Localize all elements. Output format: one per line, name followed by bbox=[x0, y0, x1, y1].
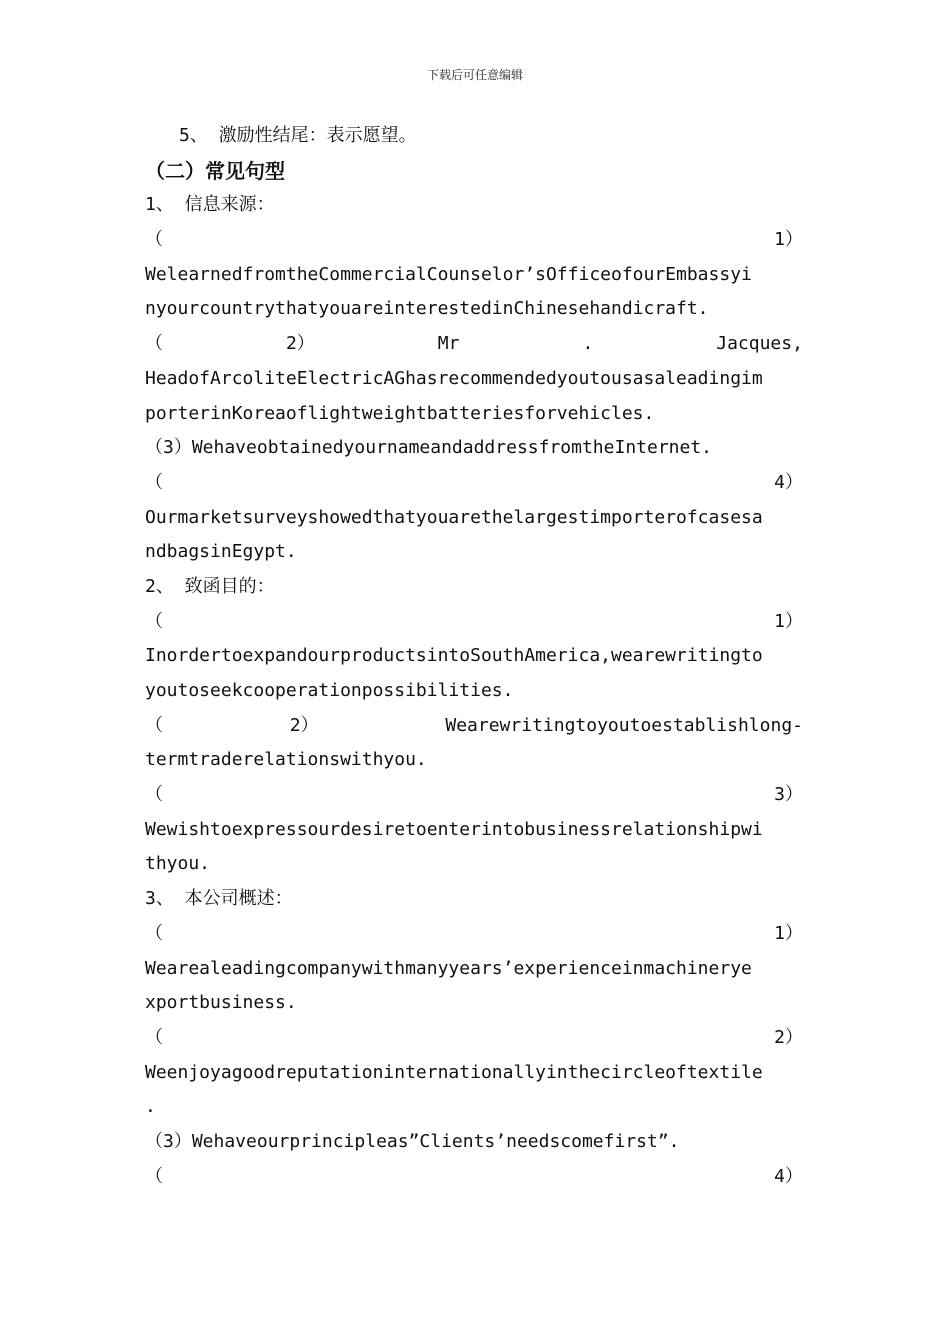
document-body bbox=[145, 119, 803, 1194]
text-line: xportbusiness. bbox=[145, 992, 297, 1014]
line-fragment: 4） bbox=[774, 471, 803, 493]
text-line: 1、 信息来源： bbox=[145, 194, 275, 216]
text-line: porterinKoreaoflightweightbatteriesforvehicles. bbox=[145, 402, 655, 424]
text-line-spread bbox=[145, 917, 803, 952]
text-line: 3、 本公司概述： bbox=[145, 888, 293, 910]
text-line: nyourcountrythatyouareinterestedinChinesehandicraft. bbox=[145, 298, 709, 320]
text-line: HeadofArcoliteElectricAGhasrecommendedyoutousasaleadingim bbox=[145, 367, 763, 389]
text-line: Weenjoyagoodreputationinternationallyinthecircleoftextile bbox=[145, 1061, 763, 1083]
text-line-spread bbox=[145, 709, 803, 744]
line-fragment: 1） bbox=[774, 229, 803, 251]
line-fragment: （ bbox=[145, 922, 163, 944]
line-fragment: （ bbox=[145, 1165, 163, 1187]
line-fragment: 3） bbox=[774, 784, 803, 806]
text-line: Wewishtoexpressourdesiretoenterintobusinessrelationshipwi bbox=[145, 818, 763, 840]
text-line: ndbagsinEgypt. bbox=[145, 541, 297, 563]
text-line: 2、 致函目的： bbox=[145, 575, 275, 597]
line-fragment: （ bbox=[145, 471, 163, 493]
text-line-spread bbox=[145, 466, 803, 501]
text-line-spread bbox=[145, 778, 803, 813]
text-line: thyou. bbox=[145, 853, 211, 875]
text-line-spread bbox=[145, 605, 803, 640]
text-line: （3）WehaveobtainedyournameandaddressfromtheInternet. bbox=[145, 437, 713, 459]
line-fragment: （ bbox=[145, 229, 163, 251]
line-fragment: Jacques, bbox=[716, 333, 803, 355]
section-heading: （二）常见句型 bbox=[145, 158, 285, 183]
line-fragment: . bbox=[582, 333, 594, 355]
line-fragment: 2） bbox=[774, 1026, 803, 1048]
text-line: Wearealeadingcompanywithmanyyears’experienceinmachinerye bbox=[145, 957, 752, 979]
line-fragment: （ bbox=[145, 714, 163, 736]
text-line: Ourmarketsurveyshowedthatyouarethelargestimporterofcasesa bbox=[145, 506, 763, 528]
numbered-item: 5、 激励性结尾：表示愿望。 bbox=[179, 125, 417, 146]
line-fragment: （ bbox=[145, 333, 163, 355]
line-fragment: 2） bbox=[285, 333, 315, 355]
text-line-spread bbox=[145, 327, 803, 362]
text-line: InordertoexpandourproductsintoSouthAmerica,wearewritingto bbox=[145, 645, 763, 667]
text-line: youtoseekcooperationpossibilities. bbox=[145, 680, 514, 701]
text-line-spread bbox=[145, 223, 803, 258]
line-fragment: （ bbox=[145, 1026, 163, 1048]
line-fragment: Wearewritingtoyoutoestablishlong- bbox=[445, 714, 803, 736]
line-fragment: Mr bbox=[437, 333, 460, 355]
text-line-spread bbox=[145, 1160, 803, 1195]
text-line: . bbox=[145, 1096, 156, 1118]
line-fragment: 4） bbox=[774, 1165, 803, 1187]
page-header: 下载后可任意编辑 bbox=[426, 68, 523, 82]
line-fragment: 2） bbox=[289, 714, 319, 736]
line-fragment: 1） bbox=[774, 610, 803, 632]
text-line-spread bbox=[145, 1021, 803, 1056]
text-line: termtraderelationswithyou. bbox=[145, 749, 427, 771]
line-fragment: 1） bbox=[774, 922, 803, 944]
text-line: WelearnedfromtheCommercialCounselor’sOfficeofourEmbassyi bbox=[145, 263, 752, 285]
text-line: （3）Wehaveourprincipleas”Clients’needscomefirst”. bbox=[145, 1130, 680, 1152]
line-fragment: （ bbox=[145, 610, 163, 632]
line-fragment: （ bbox=[145, 784, 163, 806]
